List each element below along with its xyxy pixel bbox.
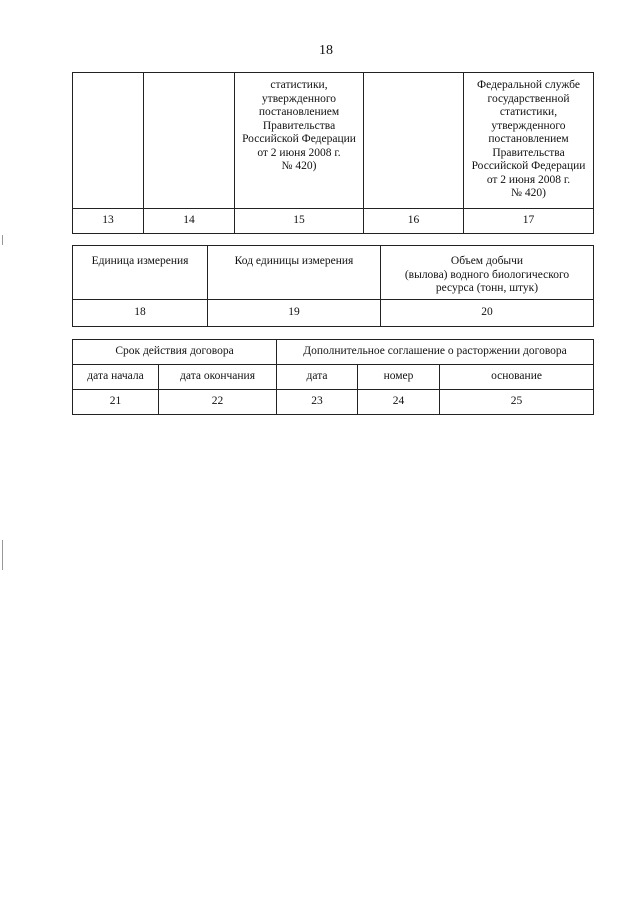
column-number: 22 [159, 390, 277, 415]
scan-edge-mark [2, 540, 3, 570]
contract-term-table [72, 339, 594, 415]
catch-volume-header: Объем добычи (вылова) водного биологического ресурса (тонн, штук) [381, 246, 594, 300]
column-number: 25 [440, 390, 594, 415]
column-number: 20 [381, 300, 594, 327]
number-header: номер [358, 365, 440, 390]
unit-code-header: Код единицы измерения [208, 246, 381, 300]
table1-cell-15: статистики, утвержденного постановлением Правительства Российской Федерации от 2 июня 2008 г. № 420) [235, 73, 364, 209]
column-number: 15 [235, 209, 364, 234]
table1-cell-17: Федеральной службе государственной статистики, утвержденного постановлением Правительства Российской Федерации от 2 июня 2008 г. № 420) [464, 73, 594, 209]
column-number: 24 [358, 390, 440, 415]
scan-edge-mark [2, 235, 3, 245]
table1-cell-16 [364, 73, 464, 209]
column-number: 14 [144, 209, 235, 234]
termination-agreement-header: Дополнительное соглашение о расторжении договора [277, 340, 594, 365]
units-table [72, 245, 594, 327]
contract-term-header: Срок действия договора [73, 340, 277, 365]
end-date-header: дата окончания [159, 365, 277, 390]
column-number: 16 [364, 209, 464, 234]
unit-header: Единица измерения [73, 246, 208, 300]
column-number: 13 [73, 209, 144, 234]
table1-cell-13 [73, 73, 144, 209]
start-date-header: дата начала [73, 365, 159, 390]
column-number: 19 [208, 300, 381, 327]
column-number: 23 [277, 390, 358, 415]
table1-cell-14 [144, 73, 235, 209]
page-number: 18 [319, 43, 333, 58]
column-number: 18 [73, 300, 208, 327]
basis-header: основание [440, 365, 594, 390]
column-number: 17 [464, 209, 594, 234]
date-header: дата [277, 365, 358, 390]
continuation-table [72, 72, 594, 234]
column-number: 21 [73, 390, 159, 415]
